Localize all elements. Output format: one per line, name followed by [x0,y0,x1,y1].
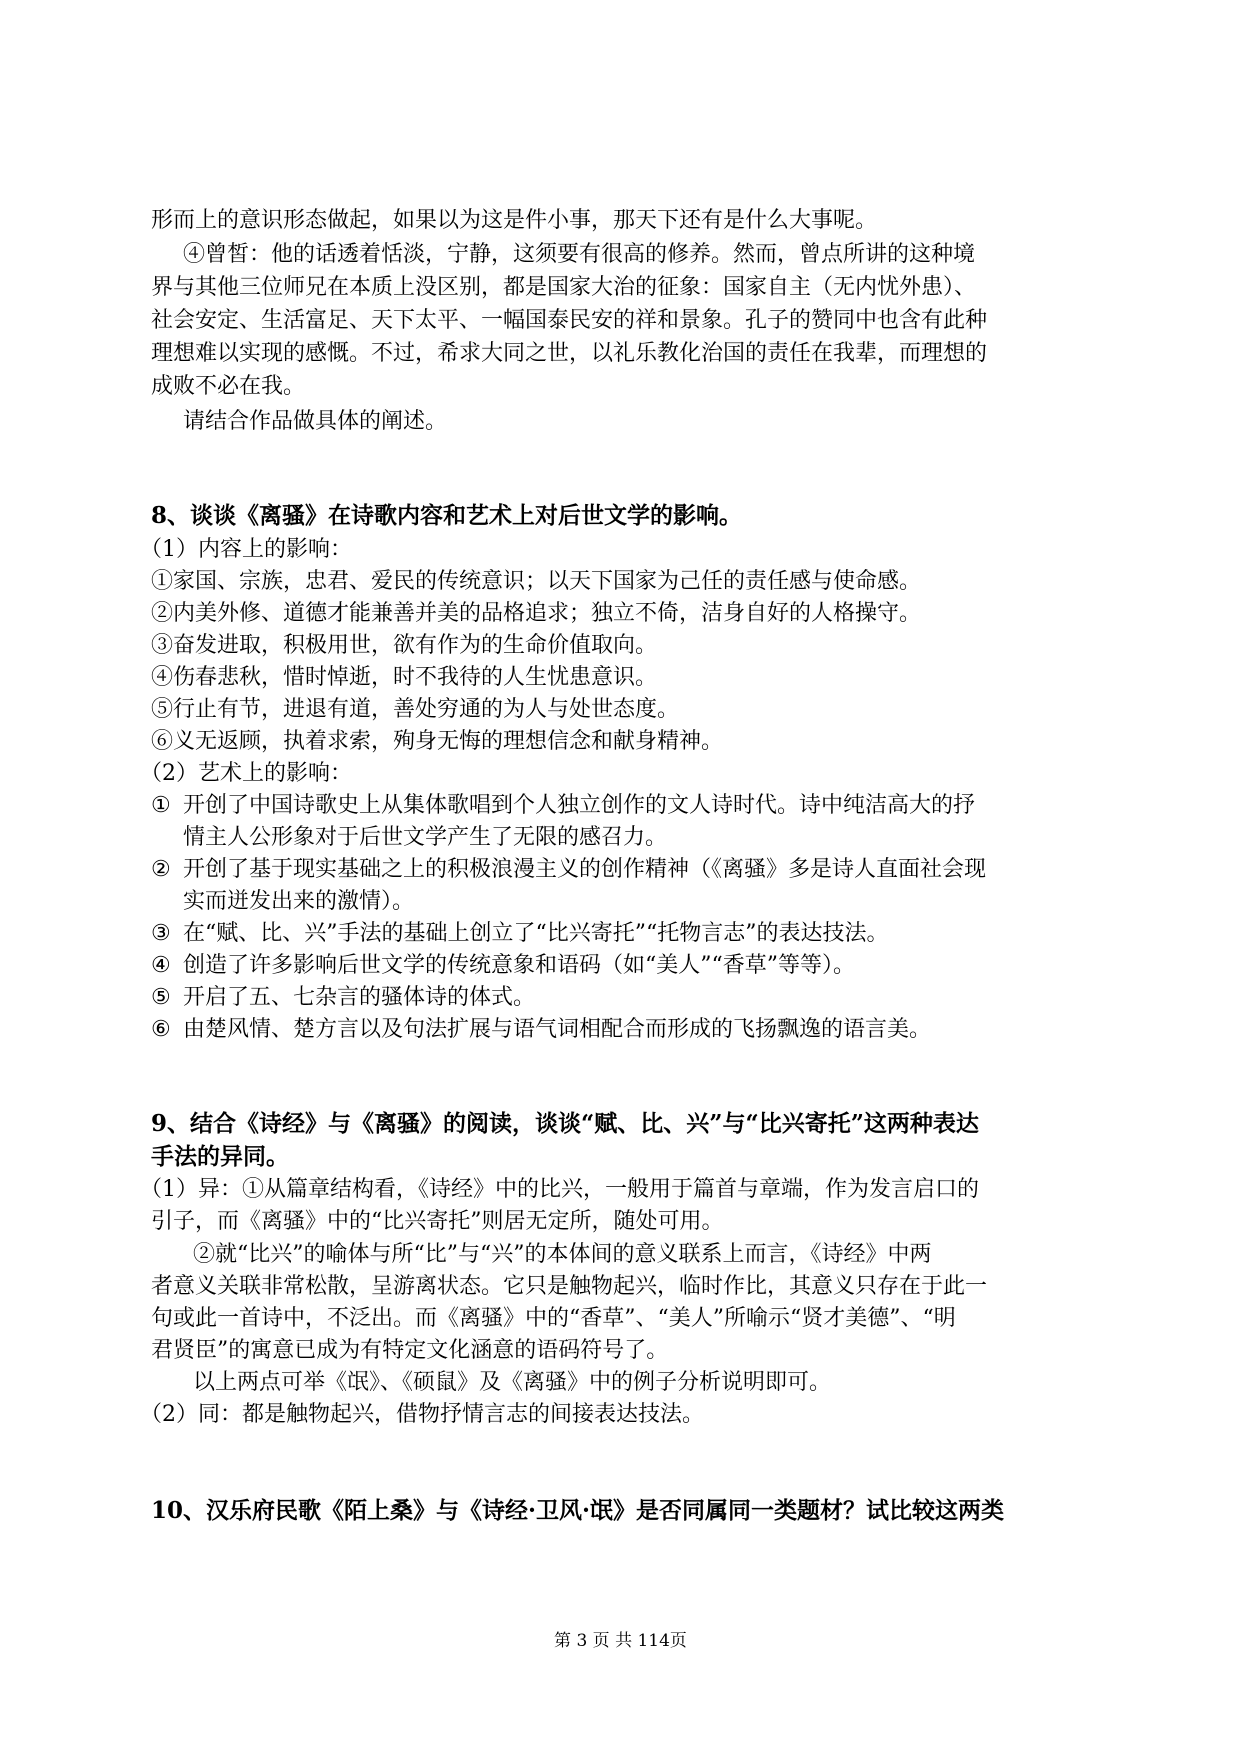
q8-content-item: ②内美外修、道德才能兼善并美的品格追求；独立不倚，洁身自好的人格操守。 [151,601,922,626]
page-footer: 第 3 页 共 114页 [554,1631,687,1651]
q9-note: 以上两点可举《氓》、《硕鼠》及《离骚》中的例子分析说明即可。 [193,1370,832,1395]
q8-title: 8、谈谈《离骚》在诗歌内容和艺术上对后世文学的影响。 [151,502,743,529]
q8-art-item-line: 实而迸发出来的激情）。 [183,889,415,914]
q8-art-item-line: 情主人公形象对于后世文学产生了无限的感召力。 [183,825,668,850]
zengxi-paragraph-line: 社会安定、生活富足、天下太平、一幅国泰民安的祥和景象。孔子的赞同中也含有此种 [151,308,988,333]
q9-difference2-line: 句或此一首诗中，不泛出。而《离骚》中的“香草”、“美人”所喻示“贤才美德”、“明 [151,1306,956,1331]
intro-line: 形而上的意识形态做起，如果以为这是件小事，那天下还有是什么大事呢。 [151,208,878,233]
q8-art-item-number: ② [151,857,171,882]
q8-content-item: ⑤行止有节，进退有道，善处穷通的为人与处世态度。 [151,697,680,722]
zengxi-paragraph-line: 界与其他三位师兄在本质上没区别，都是国家大治的征象：国家自主（无内忧外患）、 [151,275,977,300]
q9-difference2-line: 君贤臣”的寓意已成为有特定文化涵意的语码符号了。 [151,1338,669,1363]
q8-art-item-line: 由楚风情、楚方言以及句法扩展与语气词相配合而形成的飞扬飘逸的语言美。 [183,1017,932,1042]
q9-difference2-line: 者意义关联非常松散，呈游离状态。它只是触物起兴，临时作比，其意义只存在于此一 [151,1274,988,1299]
q8-art-item-number: ⑤ [151,985,171,1010]
q9-difference-line: （1）异：①从篇章结构看，《诗经》中的比兴，一般用于篇首与章端，作为发言启口的 [140,1177,979,1202]
q8-content-item: ④伤春悲秋，惜时悼逝，时不我待的人生忧患意识。 [151,665,658,690]
q9-similarity: （2）同：都是触物起兴，借物抒情言志的间接表达技法。 [140,1402,704,1427]
q8-art-item-line: 创造了许多影响后世文学的传统意象和语码（如“美人”“香草”等等）。 [183,953,855,978]
q9-difference-line: 引子，而《离骚》中的“比兴寄托”则居无定所，随处可用。 [151,1209,724,1234]
q8-art-item-line: 开创了中国诗歌史上从集体歌唱到个人独立创作的文人诗时代。诗中纯洁高大的抒 [183,793,976,818]
q8-art-item-number: ⑥ [151,1017,171,1042]
zengxi-paragraph-line: 理想难以实现的感慨。不过，希求大同之世，以礼乐教化治国的责任在我辈，而理想的 [151,341,988,366]
q8-content-item: ③奋发进取，积极用世，欲有作为的生命价值取向。 [151,633,658,658]
q8-art-item-line: 在“赋、比、兴”手法的基础上创立了“比兴寄托”“托物言志”的表达技法。 [183,921,889,946]
q10-title: 10、汉乐府民歌《陌上桑》与《诗经·卫风·氓》是否同属同一类题材？试比较这两类 [151,1497,1005,1524]
q8-art-item-number: ① [151,793,171,818]
q8-content-item: ⑥义无返顾，执着求索，殉身无悔的理想信念和献身精神。 [151,729,724,754]
zengxi-paragraph-line: 成败不必在我。 [151,374,306,399]
q9-title-line: 手法的异同。 [151,1143,289,1170]
q8-content-heading: （1）内容上的影响： [140,537,352,562]
q8-art-item-number: ④ [151,953,171,978]
q8-art-item-line: 开创了基于现实基础之上的积极浪漫主义的创作精神（《离骚》多是诗人直面社会现 [183,857,987,882]
q8-art-heading: （2）艺术上的影响： [140,761,352,786]
closing-instruction: 请结合作品做具体的阐述。 [183,409,448,434]
zengxi-paragraph-line: ④曾皙：他的话透着恬淡，宁静，这须要有很高的修养。然而，曾点所讲的这种境 [183,242,976,267]
q9-difference2-line: ②就“比兴”的喻体与所“比”与“兴”的本体间的意义联系上而言，《诗经》中两 [193,1242,932,1267]
q8-content-item: ①家国、宗族，忠君、爱民的传统意识；以天下国家为己任的责任感与使命感。 [151,569,922,594]
q8-art-item-number: ③ [151,921,171,946]
q8-art-item-line: 开启了五、七杂言的骚体诗的体式。 [183,985,536,1010]
q9-title-line: 9、结合《诗经》与《离骚》的阅读，谈谈“赋、比、兴”与“比兴寄托”这两种表达 [151,1110,979,1137]
